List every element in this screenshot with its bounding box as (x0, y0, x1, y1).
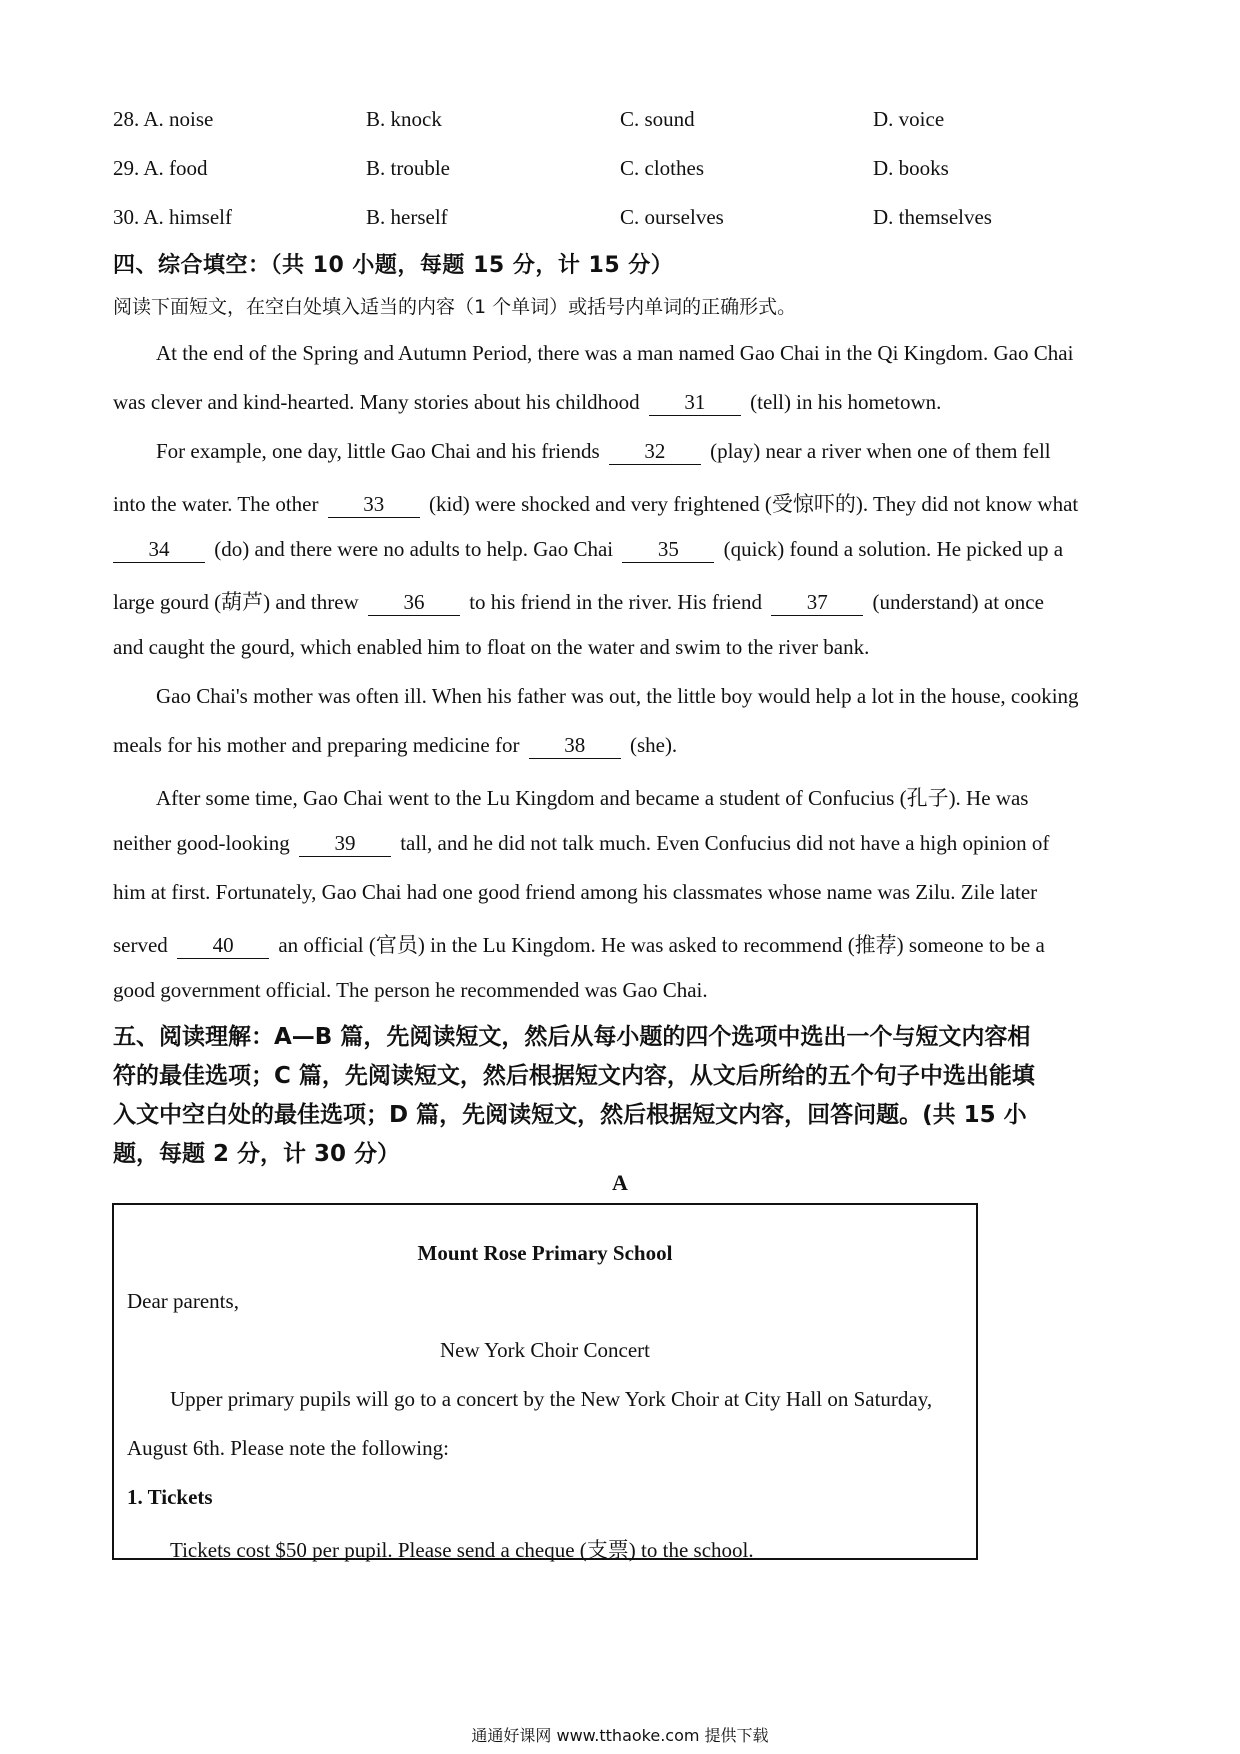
notice-paragraph: Upper primary pupils will go to a concert by the New York Choir at City Hall on Saturday, (170, 1387, 933, 1411)
blank-32[interactable]: 32 (609, 439, 701, 465)
notice-box (112, 1203, 978, 1560)
passage-text: large gourd (葫芦) and threw (113, 590, 359, 614)
passage-text: (play) near a river when one of them fell (710, 439, 1051, 463)
section-5-heading-line: 五、阅读理解：A—B 篇，先阅读短文，然后从每小题的四个选项中选出一个与短文内容相 (113, 1024, 1031, 1050)
passage-line (113, 586, 1133, 616)
notice-paragraph: August 6th. Please note the following: (127, 1436, 449, 1460)
option-b: B. trouble (366, 156, 450, 180)
passage-text: (she). (629, 733, 678, 757)
passage-text: tall, and he did not talk much. Even Confucius did not have a high opinion of (400, 831, 1050, 855)
option-b: B. knock (366, 107, 442, 131)
passage-line: At the end of the Spring and Autumn Period, there was a man named Gao Chai in the Qi Kingdom. Gao Chai (156, 341, 1074, 365)
option-c: C. clothes (620, 156, 704, 180)
blank-31[interactable]: 31 (649, 390, 741, 416)
blank-39[interactable]: 39 (299, 831, 391, 857)
section-4-instruction: 阅读下面短文，在空白处填入适当的内容（1 个单词）或括号内单词的正确形式。 (113, 296, 797, 318)
question-29-options (113, 156, 1123, 196)
notice-item-heading: 1. Tickets (127, 1485, 213, 1509)
notice-greeting: Dear parents, (127, 1289, 239, 1313)
blank-35[interactable]: 35 (622, 537, 714, 563)
blank-40[interactable]: 40 (177, 933, 269, 959)
option-a: 30. A. himself (113, 205, 232, 229)
passage-line: him at first. Fortunately, Gao Chai had one good friend among his classmates whose name was Zilu. Zile later (113, 880, 1038, 904)
notice-event-title: New York Choir Concert (440, 1338, 650, 1362)
blank-34[interactable]: 34 (113, 537, 205, 563)
option-d: D. voice (873, 107, 945, 131)
blank-37[interactable]: 37 (771, 590, 863, 616)
passage-text: (do) and there were no adults to help. Gao Chai (214, 537, 614, 561)
option-c: C. sound (620, 107, 695, 131)
option-a: 28. A. noise (113, 107, 214, 131)
option-d: D. books (873, 156, 949, 180)
option-d: D. themselves (873, 205, 992, 229)
passage-line: good government official. The person he recommended was Gao Chai. (113, 978, 708, 1002)
passage-text: (tell) in his hometown. (750, 390, 942, 414)
question-30-options (113, 205, 1123, 245)
option-c: C. ourselves (620, 205, 724, 229)
section-5-heading-line: 符的最佳选项；C 篇，先阅读短文，然后根据短文内容，从文后所给的五个句子中选出能填 (113, 1063, 1035, 1089)
option-a: 29. A. food (113, 156, 208, 180)
blank-38[interactable]: 38 (529, 733, 621, 759)
passage-text: an official (官员) in the Lu Kingdom. He was asked to recommend (推荐) someone to be a (278, 933, 1045, 957)
passage-line: and caught the gourd, which enabled him to float on the water and swim to the river bank. (113, 635, 870, 659)
passage-text: meals for his mother and preparing medicine for (113, 733, 520, 757)
passage-line (113, 733, 1133, 759)
passage-text: served (113, 933, 168, 957)
notice-school-name: Mount Rose Primary School (417, 1241, 673, 1265)
passage-text: neither good-looking (113, 831, 290, 855)
section-5-heading-line: 题，每题 2 分，计 30 分） (113, 1141, 401, 1167)
question-28-options (113, 107, 1123, 147)
passage-text: (quick) found a solution. He picked up a (723, 537, 1064, 561)
part-a-label: A (612, 1170, 628, 1195)
passage-line (113, 929, 1133, 959)
passage-line (113, 537, 1133, 563)
section-4-heading: 四、综合填空：（共 10 小题，每题 15 分，计 15 分） (113, 253, 674, 278)
passage-line (113, 488, 1133, 518)
passage-line (113, 831, 1133, 857)
passage-line: After some time, Gao Chai went to the Lu Kingdom and became a student of Confucius (孔子). He was (156, 786, 1029, 810)
section-5-heading (113, 1018, 1123, 1174)
passage-text: (kid) were shocked and very frightened (受惊吓的). They did not know what (428, 492, 1079, 516)
passage-text: (understand) at once (872, 590, 1044, 614)
passage-line (113, 390, 1133, 416)
passage-text: into the water. The other (113, 492, 319, 516)
section-5-heading-line: 入文中空白处的最佳选项；D 篇，先阅读短文，然后根据短文内容，回答问题。(共 15 小 (113, 1102, 1027, 1128)
passage-line (156, 439, 1176, 465)
notice-item-text: Tickets cost $50 per pupil. Please send a cheque (支票) to the school. (170, 1538, 754, 1562)
option-b: B. herself (366, 205, 448, 229)
passage-text: was clever and kind-hearted. Many stories about his childhood (113, 390, 640, 414)
passage-line: Gao Chai's mother was often ill. When his father was out, the little boy would help a lot in the house, cooking (156, 684, 1079, 708)
passage-text: to his friend in the river. His friend (469, 590, 762, 614)
blank-36[interactable]: 36 (368, 590, 460, 616)
blank-33[interactable]: 33 (328, 492, 420, 518)
passage-text: For example, one day, little Gao Chai and his friends (156, 439, 600, 463)
page-footer: 通通好课网 www.tthaoke.com 提供下载 (471, 1726, 769, 1745)
